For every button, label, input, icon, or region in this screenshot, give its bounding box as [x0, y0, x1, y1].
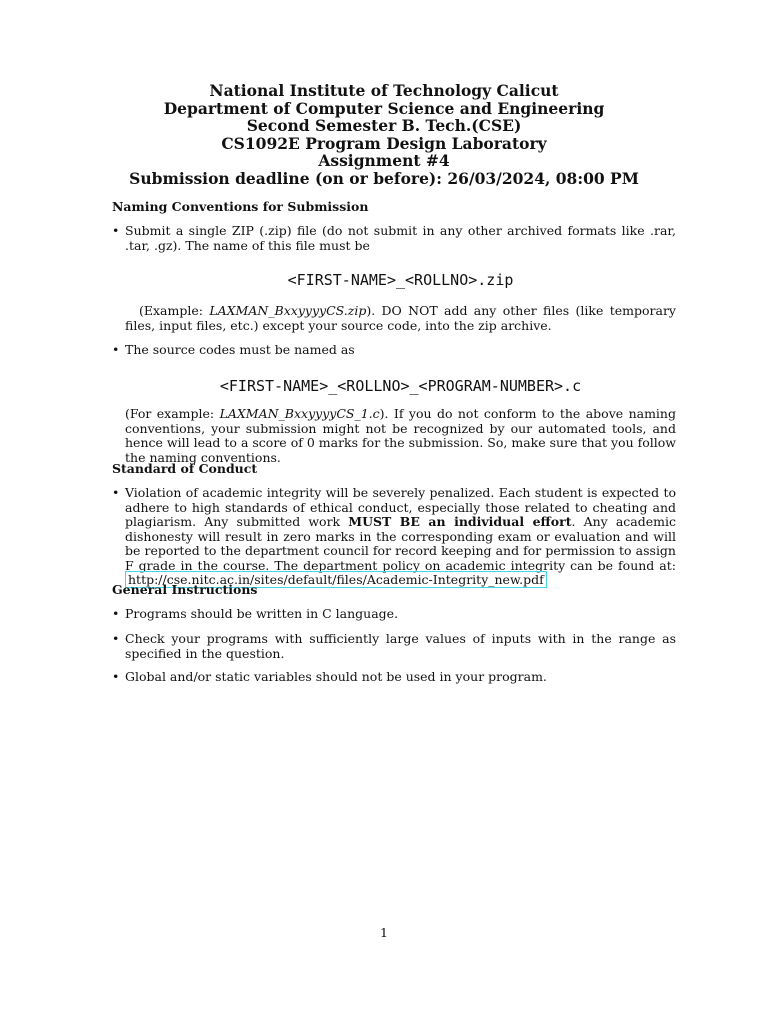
source-example-name: LAXMAN_BxxyyyyCS_1.c	[219, 406, 380, 421]
source-name-format: <FIRST-NAME>_<ROLLNO>_<PROGRAM-NUMBER>.c	[219, 377, 582, 395]
zip-example-name: LAXMAN_BxxyyyyCS.zip	[209, 303, 367, 318]
conduct-paragraph: Violation of academic integrity will be severely penalized. Each student is expected to adhere to high standards of ethical conduct, especially those related to cheating and plagiarism. Any submitted work MUST BE an individual effort. Any academic dishonesty will result in zero marks in the corresponding exam or evaluation and will be reported to the department council for record keeping and for permission to assign F grade in the course. The department policy on academic integrity can be found at: http://cse.nitc.ac.in/sites/default/files/Academic-Integrity_new.pdf	[125, 485, 676, 587]
bullet-marker: •	[112, 342, 120, 357]
submission-deadline: Submission deadline (on or before): 26/03/2024, 08:00 PM	[129, 168, 639, 188]
page-number: 1	[380, 925, 388, 940]
individual-effort-emphasis: MUST BE an individual effort	[348, 514, 572, 529]
naming-bullet-1: Submit a single ZIP (.zip) file (do not submit in any other archived formats like .rar, .tar, .gz). The name of this file must be	[125, 223, 676, 253]
academic-integrity-link[interactable]: http://cse.nitc.ac.in/sites/default/files/Academic-Integrity_new.pdf	[125, 571, 547, 588]
assignment-title: Assignment #4	[318, 151, 450, 170]
bullet-marker: •	[112, 223, 120, 238]
bullet-marker: •	[112, 669, 120, 684]
general-item-3: Global and/or static variables should not be used in your program.	[125, 669, 547, 684]
general-heading: General Instructions	[112, 582, 258, 597]
course-title: CS1092E Program Design Laboratory	[221, 133, 547, 153]
semester: Second Semester B. Tech.(CSE)	[246, 116, 522, 135]
document-header	[0, 82, 768, 187]
bullet-marker: •	[112, 485, 120, 500]
department-name: Department of Computer Science and Engineering	[163, 98, 605, 118]
naming-bullet-2: The source codes must be named as	[125, 342, 355, 357]
bullet-marker: •	[112, 606, 120, 621]
institute-name: National Institute of Technology Calicut	[209, 81, 559, 100]
conduct-heading: Standard of Conduct	[112, 461, 258, 476]
zip-example: (Example: LAXMAN_BxxyyyyCS.zip). DO NOT add any other files (like temporary files, input files, etc.) except your source code, into the zip archive.	[125, 303, 676, 333]
bullet-marker: •	[112, 631, 120, 646]
general-item-1: Programs should be written in C language.	[125, 606, 399, 621]
naming-heading: Naming Conventions for Submission	[112, 199, 369, 214]
source-example: (For example: LAXMAN_BxxyyyyCS_1.c). If you do not conform to the above naming conventions, your submission might not be recognized by our automated tools, and hence will lead to a score of 0 marks for the submission. So, make sure that you follow the naming conventions.	[125, 406, 676, 465]
general-item-2: Check your programs with sufficiently large values of inputs with in the range as specified in the question.	[125, 631, 676, 661]
zip-name-format: <FIRST-NAME>_<ROLLNO>.zip	[287, 271, 514, 289]
